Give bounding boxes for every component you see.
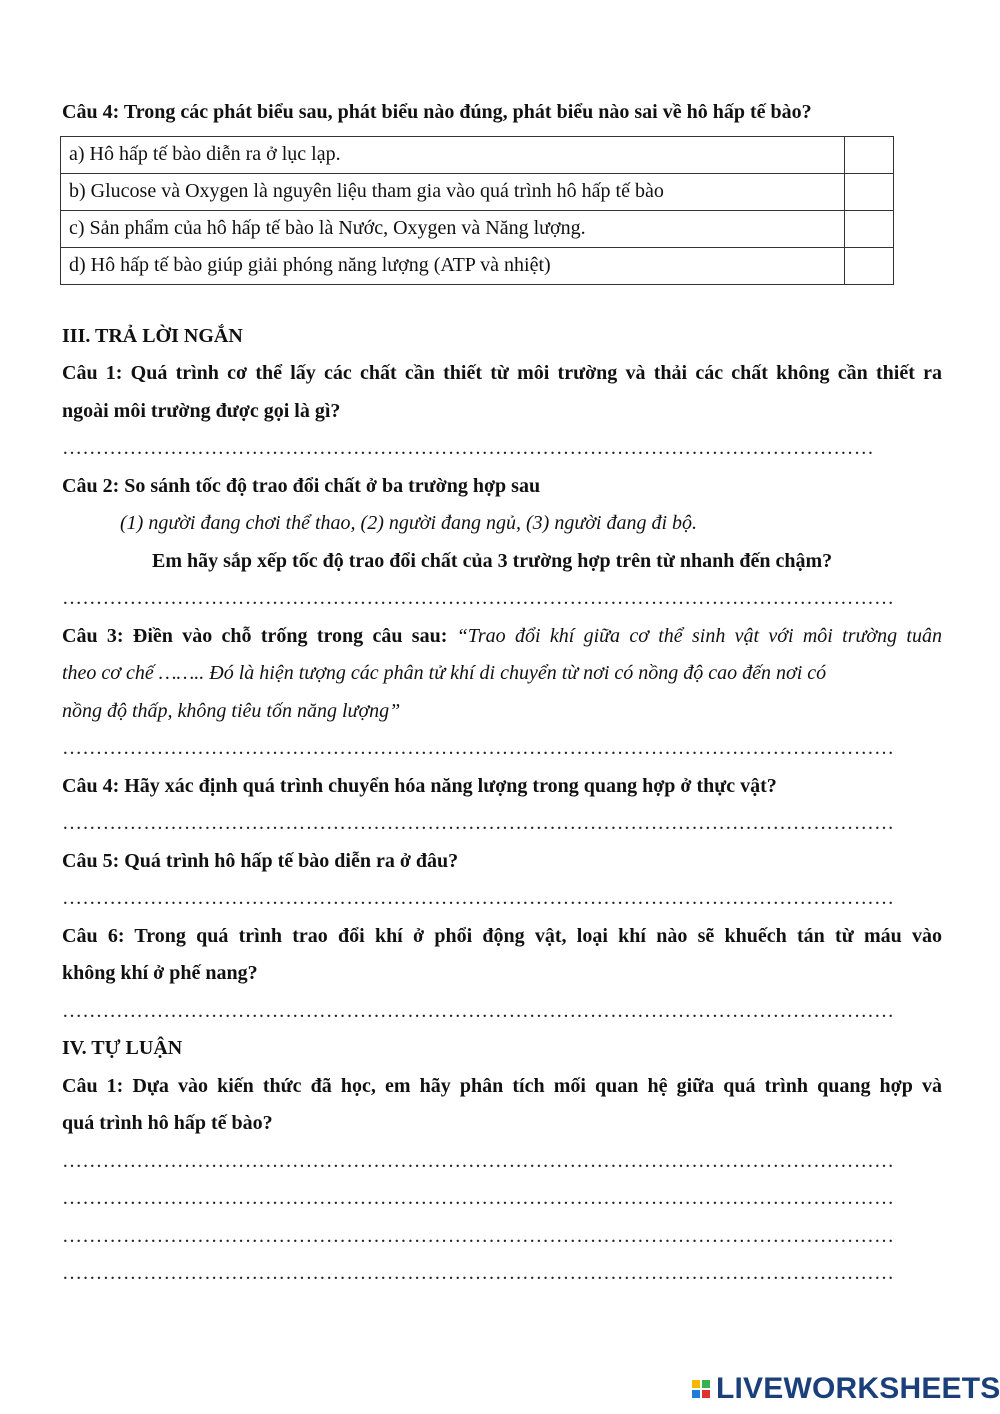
part-iv-q1-line1: Câu 1: Dựa vào kiến thức đã học, em hãy phân tích mối quan hệ giữa quá trình quang hợp và	[62, 1074, 942, 1097]
part-iii-q2-task: Em hãy sắp xếp tốc độ trao đổi chất của 3 trường hợp trên từ nhanh đến chậm?	[152, 549, 833, 572]
answer-line-q2[interactable]: ……………………………………………………………………………………………………………	[62, 587, 895, 609]
answer-cell-a[interactable]	[845, 136, 894, 173]
part-iii-q3-line3: nồng độ thấp, không tiêu tốn năng lượng”	[62, 699, 401, 722]
worksheet-page	[62, 94, 942, 1293]
statement-b: b) Glucose và Oxygen là nguyên liệu tham gia vào quá trình hô hấp tế bào	[61, 173, 845, 210]
part-iii-heading: III. TRẢ LỜI NGẮN	[62, 324, 243, 347]
essay-answer-line-1[interactable]: ……………………………………………………………………………………………………………	[62, 1149, 895, 1172]
answer-line-q3[interactable]: ……………………………………………………………………………………………………………	[62, 737, 895, 759]
part-iii-q2-cases: (1) người đang chơi thể thao, (2) người đang ngủ, (3) người đang đi bộ.	[120, 512, 698, 534]
table-row	[61, 173, 894, 210]
part-iv-heading: IV. TỰ LUẬN	[62, 1037, 183, 1059]
liveworksheets-logo	[692, 1372, 1000, 1406]
q3-quote-start: “Trao đổi khí giữa cơ thể sinh vật với môi trường tuân	[456, 624, 942, 647]
answer-line-q5[interactable]: ……………………………………………………………………………………………………………	[62, 887, 895, 909]
logo-square-icon	[702, 1390, 710, 1398]
logo-square-icon	[702, 1380, 710, 1388]
essay-answer-line-4[interactable]: ……………………………………………………………………………………………………………	[62, 1262, 895, 1284]
part-iii-q1-line1: Câu 1: Quá trình cơ thể lấy các chất cần thiết từ môi trường và thải các chất không cần thiết ra	[62, 362, 942, 384]
statement-c: c) Sản phẩm của hô hấp tế bào là Nước, Oxygen và Năng lượng.	[61, 210, 845, 247]
answer-cell-d[interactable]	[845, 247, 894, 284]
part-iv-q1-line2: quá trình hô hấp tế bào?	[62, 1112, 273, 1134]
true-false-table	[60, 136, 894, 285]
table-row	[61, 247, 894, 284]
answer-line-q4[interactable]: ……………………………………………………………………………………………………………	[62, 812, 895, 834]
essay-answer-line-3[interactable]: ……………………………………………………………………………………………………………	[62, 1224, 895, 1247]
logo-mark-icon	[692, 1380, 710, 1398]
answer-line-q6[interactable]: ……………………………………………………………………………………………………………	[62, 999, 895, 1022]
part-iii-q2-line1: Câu 2: So sánh tốc độ trao đổi chất ở ba trường hợp sau	[62, 474, 541, 497]
answer-line-q1[interactable]: …………………………………………………………………………………………………………	[62, 437, 874, 459]
q3-label: Câu 3: Điền vào chỗ trống trong câu sau:	[62, 624, 448, 647]
table-row	[61, 136, 894, 173]
part-iii-q6-line1: Câu 6: Trong quá trình trao đổi khí ở phổi động vật, loại khí nào sẽ khuếch tán từ máu vào	[62, 924, 942, 947]
part-ii-question-4: Câu 4: Trong các phát biểu sau, phát biểu nào đúng, phát biểu nào sai về hô hấp tế bào?	[62, 101, 812, 123]
answer-cell-b[interactable]	[845, 173, 894, 210]
part-iii-q3-line1	[62, 618, 942, 656]
part-iii-q5: Câu 5: Quá trình hô hấp tế bào diễn ra ở đâu?	[62, 849, 459, 872]
logo-square-icon	[692, 1390, 700, 1398]
statement-a: a) Hô hấp tế bào diễn ra ở lục lạp.	[61, 136, 845, 173]
statement-d: d) Hô hấp tế bào giúp giải phóng năng lượng (ATP và nhiệt)	[61, 247, 845, 284]
essay-answer-line-2[interactable]: ……………………………………………………………………………………………………………	[62, 1187, 895, 1209]
part-iii-q3-line2: theo cơ chế …….. Đó là hiện tượng các phân tử khí di chuyển từ nơi có nồng độ cao đến nơi có	[62, 662, 827, 684]
part-iii-q1-line2: ngoài môi trường được gọi là gì?	[62, 399, 341, 422]
table-row	[61, 210, 894, 247]
logo-square-icon	[692, 1380, 700, 1388]
logo-text: LIVEWORKSHEETS	[716, 1372, 1000, 1405]
answer-cell-c[interactable]	[845, 210, 894, 247]
part-iii-q6-line2: không khí ở phế nang?	[62, 962, 258, 984]
part-iii-q4: Câu 4: Hãy xác định quá trình chuyển hóa năng lượng trong quang hợp ở thực vật?	[62, 774, 777, 797]
